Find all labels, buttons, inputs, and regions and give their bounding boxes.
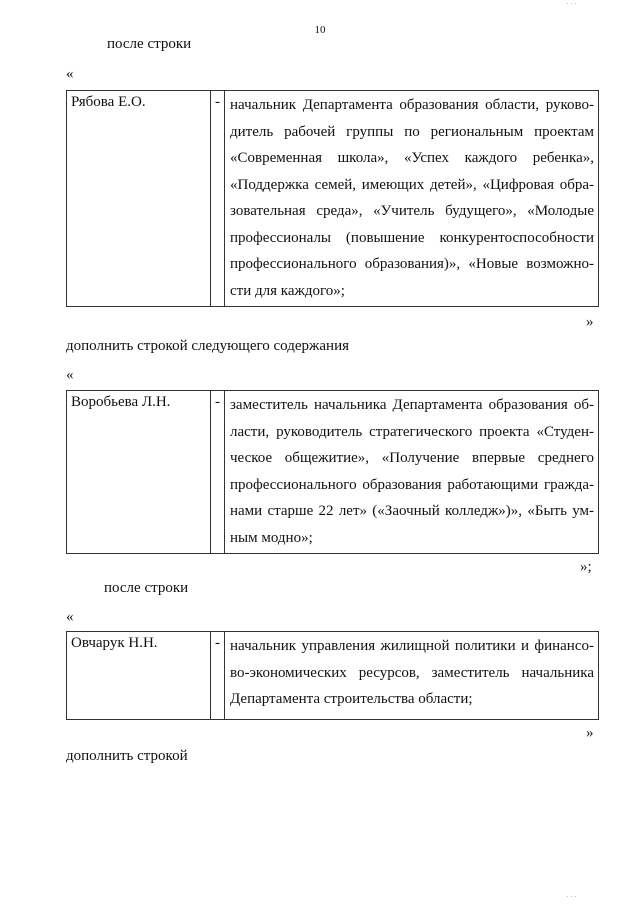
description-line: начальник управления жилищной политики и финансо- xyxy=(230,638,594,654)
description-line: профессионального образования)», «Новые возможно- xyxy=(230,256,594,272)
description-line: во-экономических ресурсов, заместитель начальника xyxy=(230,664,594,681)
dash-separator: - xyxy=(211,391,225,554)
entry-table-1 xyxy=(66,90,599,307)
description-line: дитель рабочей группы по региональным проектам xyxy=(230,123,594,140)
description-line: «Поддержка семей, имеющих детей», «Цифровая обра- xyxy=(230,176,594,193)
intro-text-3: после строки xyxy=(104,580,189,596)
close-quote-2: »; xyxy=(580,559,592,575)
corner-mark-top: · · · xyxy=(566,0,577,8)
entry-table-3 xyxy=(66,631,599,720)
close-quote-3: » xyxy=(586,725,594,741)
table-row xyxy=(67,391,599,554)
description-line: ласти, руководитель стратегического проекта «Студен- xyxy=(230,423,594,440)
open-quote-2: « xyxy=(66,367,74,383)
corner-mark-bottom: · · · xyxy=(566,893,577,901)
description-line: профессионалы (повышение конкурентоспособности xyxy=(230,229,594,246)
description-line: начальник Департамента образования области, руково- xyxy=(230,97,594,113)
description-line: ным модно»; xyxy=(230,529,313,546)
open-quote-3: « xyxy=(66,609,74,625)
open-quote-1: « xyxy=(66,66,74,82)
position-description xyxy=(225,391,599,554)
position-description xyxy=(225,632,599,720)
intro-text-1: после строки xyxy=(107,36,192,52)
description-line: ческое общежитие», «Получение впервые среднего xyxy=(230,450,594,466)
entry-table-2 xyxy=(66,390,599,554)
person-name: Воробьева Л.Н. xyxy=(67,391,211,554)
close-quote-1: » xyxy=(586,314,594,330)
table-row xyxy=(67,91,599,307)
description-line: «Современная школа», «Успех каждого ребенка», xyxy=(230,150,594,166)
description-line: заместитель начальника Департамента образования об- xyxy=(230,397,594,413)
description-line: сти для каждого»; xyxy=(230,282,345,299)
description-line: нами старше 22 лет» («Заочный колледж»)», «Быть ум- xyxy=(230,503,594,519)
description-line: Департамента строительства области; xyxy=(230,691,473,707)
position-description xyxy=(225,91,599,307)
person-name: Овчарук Н.Н. xyxy=(67,632,211,720)
person-name: Рябова Е.О. xyxy=(67,91,211,307)
dash-separator: - xyxy=(211,632,225,720)
after-text-3: дополнить строкой xyxy=(66,748,188,764)
description-line: профессионального образования работающими гражда- xyxy=(230,476,594,493)
table-row xyxy=(67,632,599,720)
description-line: зовательная среда», «Учитель будущего», «Молодые xyxy=(230,203,594,219)
page-number: 10 xyxy=(314,24,326,36)
dash-separator: - xyxy=(211,91,225,307)
after-text-1: дополнить строкой следующего содержания xyxy=(66,338,350,354)
